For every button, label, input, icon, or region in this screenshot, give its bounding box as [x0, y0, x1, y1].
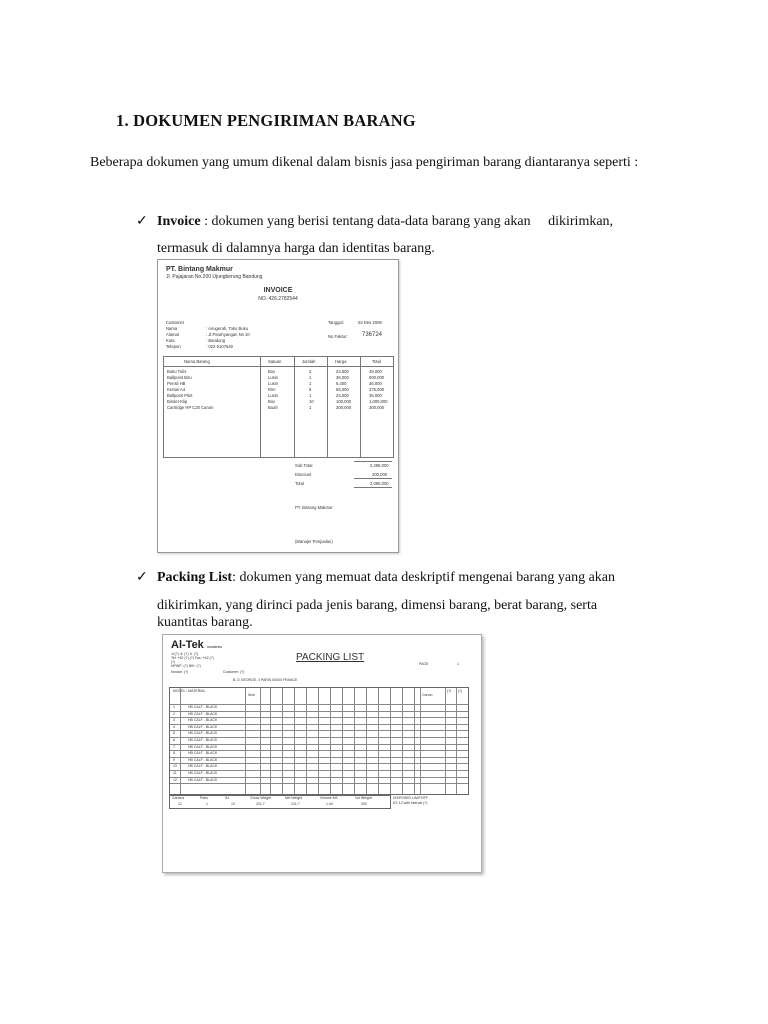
invoice-image — [157, 259, 399, 553]
packing-item-line1 — [157, 567, 615, 589]
packing-row-number: 7 — [173, 744, 175, 749]
field-address-value: : Jl.Parahyangan No 10 — [206, 332, 250, 337]
date-label: Tanggal: — [328, 320, 344, 325]
invoice-cell: 36,000 — [336, 375, 349, 380]
invoice-cell: 2 — [309, 369, 312, 374]
invoice-item-line2: termasuk di dalamnya harga dan identitas barang. — [157, 241, 435, 256]
packing-list-image — [162, 634, 482, 873]
subtotal-value: 2,295,000 — [370, 463, 389, 468]
invoice-cell: Cartridge HP C20 Canon — [167, 405, 214, 410]
invoice-cell: 6,400 — [336, 381, 347, 386]
invoice-cell: 5 — [309, 387, 312, 392]
packing-title: PACKING LIST — [296, 652, 365, 663]
footer-col-value: 1.44 — [326, 802, 333, 806]
footer-col-label: Volume M3 — [320, 796, 338, 800]
packing-footer — [169, 795, 391, 809]
col-gw: (?) — [458, 689, 463, 693]
packing-row-number: 3 — [173, 718, 175, 723]
total-label: Total — [295, 481, 304, 486]
invoice-cell: Binder Klip — [167, 399, 188, 404]
section-heading: 1. DOKUMEN PENGIRIMAN BARANG — [116, 111, 416, 130]
check-icon: ✓ — [136, 214, 148, 229]
signature-role: (Manajer Penjualan) — [295, 539, 333, 544]
packing-subtitle: B. D GEORGE, 4 PARIS 00000 FRANCE — [233, 678, 298, 682]
page-value: 1 — [457, 662, 459, 666]
invoice-cell: Kertas A4 — [167, 387, 186, 392]
footer-col-value: 1 — [206, 802, 208, 806]
nofaktur-label: No Faktur: — [328, 334, 348, 339]
invoice-cell: Lusin — [268, 393, 279, 398]
invoice-cell: 1 — [309, 375, 312, 380]
packing-row-number: 8 — [173, 751, 175, 756]
packing-address-1: Jl.(?) Jl. (?) Jl. (?) — [171, 652, 199, 656]
check-icon: ✓ — [136, 570, 148, 585]
invoice-term: Invoice — [157, 214, 201, 229]
footer-col-value: 12 — [178, 802, 182, 806]
invoice-cell: 1 — [309, 405, 312, 410]
packing-item-line3: kuantitas barang. — [157, 615, 253, 630]
invoice-cell: 24,000 — [336, 393, 349, 398]
invoice-cell: Ballpoint Pilot — [167, 393, 193, 398]
footer-col-value: 121.7 — [291, 802, 300, 806]
field-city-value: : Bandung — [206, 338, 226, 343]
field-city-label: Kota — [166, 338, 175, 343]
packing-row-number: 11 — [173, 771, 177, 775]
invoice-desc: : dokumen yang berisi tentang data-data barang yang akan dikirimkan, — [200, 214, 614, 229]
invoice-title: INVOICE — [263, 287, 293, 294]
packing-row-number: 10 — [173, 764, 177, 769]
col-header-unit: Satuan — [268, 359, 282, 364]
packing-row-number: 9 — [173, 757, 175, 762]
packing-address-3: (?) — [171, 660, 176, 664]
invoice-cell: 100,000 — [336, 399, 352, 404]
invoice-cell: 275,000 — [369, 387, 385, 392]
packing-row-desc: HB CALF - BLACK — [188, 724, 218, 729]
invoice-company: PT. Bintang Makmur — [166, 266, 233, 273]
packing-row-desc: HB CALF - BLACK — [188, 731, 218, 736]
footer-col-label: Cartons — [172, 796, 185, 800]
footer-col-value: 12 — [231, 802, 235, 806]
invoice-cell: Pensil HB — [167, 381, 186, 386]
packing-row-number: 4 — [173, 724, 175, 729]
col-size: Size — [248, 693, 255, 697]
discount-value: 200,000 — [372, 472, 388, 477]
packing-desc: : dokumen yang memuat data deskriptif mengenai barang yang akan — [232, 570, 616, 585]
packing-term: Packing List — [157, 570, 233, 585]
footer-col-value: 221.7 — [256, 802, 265, 806]
invoice-cell: 36,000 — [369, 381, 382, 386]
packing-row-desc: HB CALF - BLACK — [188, 705, 218, 709]
footer-note-2: AT: 12 with interval (?) — [393, 801, 428, 805]
packing-row-desc: HB CALF - BLACK — [188, 777, 218, 782]
packing-address-2: Tel: +62 (?) (?) Fax: +62 (?) — [171, 656, 214, 660]
packing-row-number: 12 — [173, 777, 177, 782]
packing-row-desc: HB CALF - BLACK — [188, 771, 218, 775]
footer-col-label: Net Weight — [285, 796, 303, 800]
invoice-cell: 300,000 — [369, 405, 385, 410]
col-header-price: Harga — [335, 359, 347, 364]
customer-ref: Customer: (?) — [223, 670, 245, 674]
footer-col-label: Sz — [225, 796, 230, 800]
invoice-cell: 600,000 — [369, 375, 385, 380]
col-header-name: Nama Barang — [184, 359, 210, 364]
packing-row-desc: HB CALF - BLACK — [188, 744, 218, 749]
intro-paragraph: Beberapa dokumen yang umum dikenal dalam bisnis jasa pengiriman barang diantaranya seperti : — [90, 155, 639, 170]
invoice-cell: 1,000,000 — [369, 399, 388, 404]
packing-row-desc: HB CALF - BLACK — [188, 757, 218, 762]
invoice-cell: 49,000 — [369, 369, 382, 374]
packing-row-number: 1 — [173, 705, 175, 709]
footer-col-label: Gross Weight — [250, 796, 272, 800]
invoice-cell: Buah — [268, 405, 278, 410]
field-address-label: Alamat — [166, 332, 180, 337]
col-model: MODEL / MATERIAL — [173, 689, 206, 693]
nofaktur-value: 736724 — [362, 332, 383, 338]
field-name-label: Nama — [166, 326, 178, 331]
field-phone-label: Telepon — [166, 344, 181, 349]
invoice-item-line1 — [157, 211, 613, 233]
packing-row-desc: HB CALF - BLACK — [188, 764, 218, 769]
customer-label: Customer — [166, 320, 185, 325]
footer-note-1: DISPOSED LIMITOFF — [393, 796, 428, 800]
subtotal-label: Sub Total — [295, 463, 313, 468]
invoice-cell: Lusin — [268, 381, 279, 386]
packing-address-4: NPWP: (?) NIK: (?) — [171, 664, 201, 668]
footer-col-value: 200 — [361, 802, 367, 806]
col-carton: Carton — [422, 693, 433, 697]
invoice-cell: 300,000 — [336, 405, 352, 410]
page-label: PAGE — [419, 662, 429, 666]
packing-table — [169, 687, 469, 795]
invoice-ref: Invoice: (?) — [171, 670, 189, 674]
col-qty: (?) — [447, 689, 452, 693]
invoice-cell: 10 — [309, 399, 314, 404]
invoice-cell: Lusin — [268, 375, 279, 380]
invoice-items-table — [163, 356, 394, 458]
field-phone-value: : 022-5107540 — [206, 344, 234, 349]
invoice-cell: 1 — [309, 381, 312, 386]
invoice-cell: Buku Tulis — [167, 369, 187, 374]
invoice-cell: 35,000 — [369, 393, 382, 398]
altek-logo: Al-Tek Industries — [171, 639, 223, 651]
invoice-number: NO. 426.2782544 — [258, 296, 298, 302]
discount-label: Discount — [295, 472, 312, 477]
packing-item-line2: dikirimkan, yang dirinci pada jenis barang, dimensi barang, berat barang, serta — [157, 598, 598, 613]
footer-col-label: Pairs — [200, 796, 208, 800]
packing-row-desc: HB CALF - BLACK — [188, 738, 218, 742]
invoice-cell: Rim — [268, 387, 276, 392]
total-value: 2,095,000 — [370, 481, 389, 486]
invoice-address: Jl. Pajajaran No.200 Ujungberung Bandung — [166, 274, 263, 280]
invoice-cell: 1 — [309, 393, 312, 398]
col-header-total: Total — [372, 359, 381, 364]
col-header-qty: Jumlah — [302, 359, 316, 364]
invoice-cell: Box — [268, 369, 276, 374]
field-name-value: : Anugerah, Toko Buku — [206, 326, 249, 331]
date-value: 02 Des 2008 — [358, 320, 382, 325]
packing-row-number: 2 — [173, 711, 175, 716]
packing-row-desc: HB CALF - BLACK — [188, 711, 218, 716]
footer-col-label: Vol Weight — [355, 796, 372, 800]
invoice-cell: Ballpoint Biru — [167, 375, 192, 380]
invoice-cell: Box — [268, 399, 276, 404]
packing-row-number: 6 — [173, 738, 175, 742]
signature-company: PT. Bintang Makmur — [295, 505, 333, 510]
invoice-cell: 24,500 — [336, 369, 349, 374]
packing-row-desc: HB CALF - BLACK — [188, 751, 218, 756]
packing-row-desc: HB CALF - BLACK — [188, 718, 218, 723]
packing-row-number: 5 — [173, 731, 175, 736]
invoice-cell: 55,000 — [336, 387, 349, 392]
